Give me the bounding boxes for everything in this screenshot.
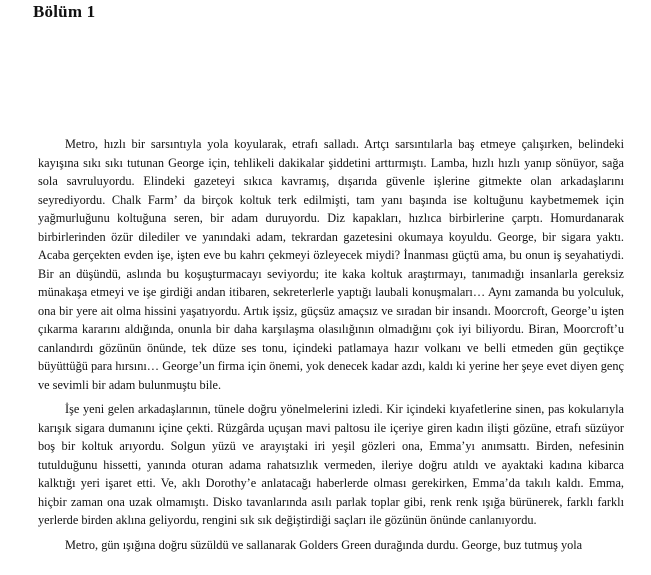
paragraph: Metro, hızlı bir sarsıntıyla yola koyularak, etrafı salladı. Artçı sarsıntılarla baş etmeye çalışırken, belindeki kayışına sıkı sıkı tutunan George için, tehlikeli dakikalar şiddetini arttırmıştı. Lamba, hızlı hızlı yanıp sönüyor, sağa sola savruluyordu. Elindeki gazeteyi sıkıca kavramış, dışarıda güvenle işlerine gitmekte olan arkadaşlarını seyrediyordu. Chalk Farm’ da birçok koltuk terk edilmişti, tam yanı başında ise koltuğunu kaybetmemek için yağmurluğunu koltuğuna seren, bir adam duruyordu. Diz kapakları, hızlıca birbirlerine çarptı. Homurdanarak birbirlerinden özür dilediler ve yanındaki adam, tekrardan gazetesini okumaya koyuldu. George, bir sigara yaktı. Acaba gerçekten evden işe, işten eve bu kahrı çekmeyi özleyecek miydi? İnanması güçtü ama, bu onun iş seyahatiydi. Bir an düşündü, aslında bu koşuşturmacayı seviyordu; ite kaka koltuk araştırmayı, tanımadığı insanlarla gereksiz münakaşa etmeyi ve işe girdiği andan itibaren, sekreterlerle yaptığı laubali konuşmaları… Aynı zamanda bu yolculuk, ona bir yere ait olma hissini yaşatıyordu. Artık işsiz, güçsüz amaçsız ve sıradan bir insandı. Moorcroft, George’u işten çıkarma kararını aldığında, onunla bir daha karşılaşma olasılığının olmadığını çok iyi biliyordu. Biran, Moorcroft’u canlandırdı gözünün önünde, tek düze ses tonu, içindeki patlamaya hazır volkanı ve belli etmeden gün geçtikçe büyüttüğü para hırsını… George’un firma için önemi, yok denecek kadar azdı, kaldı ki yerine her şeye evet diyen genç ve sevimli bir adam bulunmuştu bile.: [38, 137, 624, 392]
body-text: [38, 135, 624, 560]
paragraph: İşe yeni gelen arkadaşlarının, tünele doğru yönelmelerini izledi. Kir içindeki kıyafetlerine sinen, pas kokularıyla karışık sigara dumanını içine çekti. Rüzgârda uçuşan mavi paltosu ile içeriye giren kadın ilişti gözüne, etrafı süzüyor boş bir koltuk arıyordu. Solgun yüzü ve arayıştaki iri yeşil gözleri ona, Emma’yı anımsattı. Birden, nefesinin tutulduğunu hissetti, yanında oturan adama rahatsızlık vermeden, ileriye doğru atıldı ve ayaktaki kadına kibarca kalktığı yeri işaret etti. Ve, aklı Dorothy’e anlatacağı haberlerde olması gerekirken, Emma’da takılı kaldı. Emma, hiçbir zaman ona uzak olmamıştı. Disko tavanlarında asılı parlak toplar gibi, renk renk ışığa bürünerek, farklı farklı yerlerde birden aklına geliyordu, rengini sık sık değiştirdiği saçları ile gözünün önünde canlanıyordu.: [38, 402, 624, 527]
chapter-heading: Bölüm 1: [33, 2, 96, 21]
paragraph: Metro, gün ışığına doğru süzüldü ve sallanarak Golders Green durağında durdu. George, buz tutmuş yola: [65, 537, 583, 552]
